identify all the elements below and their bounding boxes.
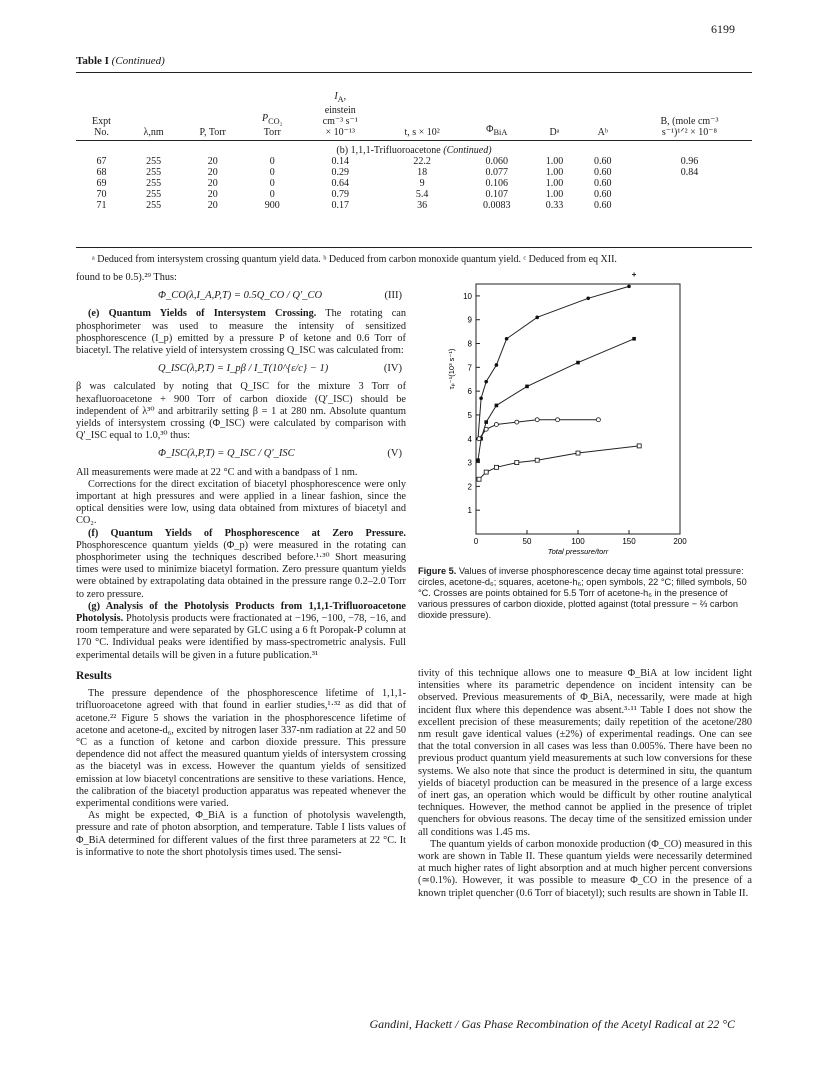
figure-caption: Figure 5. Values of inverse phosphorescence decay time against total pressure: circles, acetone-d₆; squares, acetone-h₆; open symbols, 22 °C; filled symbols, 50 °C. Crosses are points obtained for 5.5 Torr of acetone-h₆ in the presence of various pressures of carbon dioxide, plotted against (total pressure − ⅔ carbon dioxide pressure). [418, 566, 747, 620]
right-column [418, 668, 752, 900]
paragraph: tivity of this technique allows one to measure Φ_BiA at low incident light intensities where its parametric dependence on incident intensity can be observed. Previous measurements of Φ_BiA, necessarily, were made at high incident flux where this dependence was absent.³·¹¹ Table I does not show the excellent precision of these measurements; daily repetition of the acetone/280 nm result gave identical values (±2%) of experimental readings. One can see that the total conversion in all cases was less than 0.005%. There have been no previous product quantum yield measurements at such low conversions for these systems. We also note that since the product is determined in situ, the quantum yields of biacetyl production can be measured in the presence of a large excess of inert gas, an operation which would be difficult by other routine analytical techniques. However, the method cannot be applied in the presence of triplet quenchers for obvious reasons. The decay time of the sensitized emission under all conditions was 1.45 ms. [418, 668, 752, 838]
running-footer: Gandini, Hackett / Gas Phase Recombination of the Acetyl Radical at 22 °C [369, 1017, 735, 1031]
left-column [76, 272, 406, 859]
y-tick-label: 7 [467, 363, 472, 373]
y-tick-label: 3 [467, 458, 472, 468]
col-header-time: t, s × 10² [404, 127, 440, 138]
paragraph: β was calculated by noting that Q_ISC for the mixture 3 Torr of hexafluoroacetone + 900 Torr of carbon dioxide (Q′_ISC) should be independent of λ³⁰ and arbitrarily setting β = 1 at 280 nm. Absolute quantum yields of intersystem crossing (Φ_ISC) were calculated by comparison with Q′_ISC equal to 1.0,³⁰ thus: [76, 381, 406, 442]
data-point [515, 420, 519, 424]
x-tick-label: 50 [522, 537, 532, 546]
x-tick-label: 150 [622, 537, 636, 546]
data-point [477, 477, 481, 481]
y-tick-label: 10 [463, 291, 472, 301]
paragraph: (g) Analysis of the Photolysis Products from 1,1,1-Trifluoroacetone Photolysis. Photolysis products were fractionated at −196, −100, −78, −16, and room temperature and were separated by GLC using a 6 ft Poropak-P column at 170 °C. Individual peaks were identified by mass-spectrometric analysis. Full experimental details will be given in a future publication.³¹ [76, 600, 406, 661]
col-header-pressure: P, Torr [199, 127, 226, 138]
data-point [515, 461, 519, 465]
col-header-pco2: $P_{CO_2}$ Torr [262, 113, 283, 138]
paragraph: As might be expected, Φ_BiA is a function of photolysis wavelength, pressure and rate of photon absorption, and temperature. Table I lists values of Φ_BiA determined for different values of the first three parameters at 22 °C. It is informative to note the short photolysis times used. The sensi- [76, 810, 406, 858]
x-axis-label: Total pressure/torr [547, 547, 609, 556]
col-header-phi-bia: $\Phi_{BiA}$ [486, 124, 508, 137]
subsection-heading: (g) Analysis of the Photolysis Products from 1,1,1-Trifluoroacetone Photolysis. [76, 600, 406, 625]
figure-5 [418, 272, 752, 562]
y-tick-label: 1 [467, 506, 472, 516]
data-point [632, 337, 636, 341]
equation-number: (IV) [383, 363, 402, 375]
equation-number: (V) [387, 448, 402, 460]
paragraph: Corrections for the direct excitation of biacetyl phosphorescence were only important at high pressures and were applied in a linear fashion, since the optical densities were low, using data obtained from mixtures of biacetyl and CO₂. [76, 478, 406, 527]
table-title [76, 55, 165, 67]
col-header-wavelength: λ,nm [143, 127, 164, 138]
equation-body: Φ_ISC(λ,P,T) = Q_ISC / Q′_ISC [158, 448, 295, 460]
paragraph: (f) Quantum Yields of Phosphorescence at Zero Pressure. Phosphorescence quantum yields (Φ_p) were measured in the rotating can phosphorimeter using the techniques described before.¹·³⁰ Short measuring times were used to minimize biacetyl formation. Zero pressure quantum yields were obtained by extrapolating data obtained in the pressure range 0.2–2.0 Torr to zero pressure. [76, 527, 406, 600]
data-point [596, 418, 600, 422]
paragraph: The pressure dependence of the phosphorescence lifetime of 1,1,1-trifluoroacetone agreed with that found in earlier studies,¹·³² as did that of acetone.²² Figure 5 shows the variation in the phosphorescence lifetime of acetone and acetone-d₆, excited by nitrogen laser 337-nm radiation at 22 and 50 °C as a function of ketone and carbon dioxide pressure. This pressure dependence did not affect the measured quantum yields of intersystem crossing as the biacetyl was in excess. However the quantum yields of sensitized emission at low biacetyl concentrations are sensitive to these variations. Hence, the calibration of the biacetyl production apparatus was repeated whenever the experimental conditions were varied. [76, 688, 406, 809]
y-tick-label: 4 [467, 434, 472, 444]
data-point [477, 437, 481, 441]
table-row: 68 255 20 0 0.29 18 0.077 1.00 0.60 0.84 [96, 167, 699, 178]
y-tick-label: 9 [467, 315, 472, 325]
data-point [484, 427, 488, 431]
series-line [478, 286, 629, 438]
equation-iii [76, 290, 406, 302]
y-axis-label: τₚ⁻¹(10³ s⁻¹) [447, 348, 456, 390]
x-tick-label: 0 [473, 537, 479, 546]
results-heading: Results [76, 669, 112, 682]
table-bottom-rule [76, 247, 752, 248]
subsection-heading: (f) Quantum Yields of Phosphorescence at Zero Pressure. [88, 527, 406, 539]
data-point [525, 385, 529, 389]
paragraph: The quantum yields of carbon monoxide production (Φ_CO) measured in this work are shown in Table II. These quantum yields were necessarily determined at much higher rates of light absorption and at much higher percent conversions (≃0.1%). However, it was possible to measure Φ_CO in the presence of a known triplet quencher (0.6 Torr of biacetyl); such results are shown in Table II. [418, 838, 752, 899]
data-point [484, 420, 488, 424]
y-tick-label: 6 [467, 387, 472, 397]
paragraph: found to be 0.5).²⁹ Thus: [76, 272, 177, 283]
x-tick-label: 100 [571, 537, 585, 546]
y-tick-label: 2 [467, 482, 472, 492]
figure-caption-label: Figure 5. [418, 566, 457, 576]
equation-body: Q_ISC(λ,P,T) = I_pβ / I_T(10^{ε/c} − 1) [158, 363, 329, 375]
table-top-rule [76, 72, 752, 73]
data-point [556, 418, 560, 422]
equation-v [76, 448, 406, 460]
equation-number: (III) [384, 290, 402, 302]
data-point [576, 451, 580, 455]
table-title-label: Table I [76, 55, 109, 67]
x-tick-label: 200 [673, 537, 687, 546]
col-header-d: Dᵃ [549, 127, 560, 138]
data-point [632, 272, 636, 276]
table-footnote: ᵃ Deduced from intersystem crossing quantum yield data. ᵇ Deduced from carbon monoxide quantum yield. ᶜ Deduced from eq XII. [92, 254, 617, 265]
equation-iv [76, 363, 406, 375]
table-row: 67 255 20 0 0.14 22.2 0.060 1.00 0.60 0.96 [96, 156, 699, 167]
col-header-b: B, (mole cm⁻³ s⁻¹)¹ᐟ² × 10⁻⁸ [660, 116, 719, 138]
data-point [535, 316, 539, 320]
data-point [637, 444, 641, 448]
y-tick-label: 8 [467, 339, 472, 349]
data-point [494, 465, 498, 469]
data-table [76, 78, 752, 211]
data-point [479, 396, 483, 400]
equation-body: Φ_CO(λ,I_A,P,T) = 0.5Q_CO / Q′_CO [158, 290, 323, 302]
subsection-heading: (e) Quantum Yields of Intersystem Crossing. [88, 308, 317, 320]
data-point [586, 296, 590, 300]
y-tick-label: 5 [467, 410, 472, 420]
series-line [479, 446, 639, 479]
col-header-ia: $I_A$, einstein cm⁻³ s⁻¹ × 10⁻¹³ [322, 91, 358, 138]
table-title-continued: (Continued) [111, 55, 165, 67]
col-header-expt: Expt No. [92, 116, 111, 138]
data-point [505, 337, 509, 341]
paragraph: All measurements were made at 22 °C and with a bandpass of 1 nm. [76, 466, 358, 478]
data-point [495, 404, 499, 408]
page-number: 6199 [711, 22, 735, 36]
table-row: 71 255 20 900 0.17 36 0.0083 0.33 0.60 [96, 200, 612, 211]
paragraph: (e) Quantum Yields of Intersystem Crossing. The rotating can phosphorimeter was used to measure the intensity of sensitized phosphorescence (I_p) emitted by a pressure P of ketone and 0.6 Torr of biacetyl. The relative yield of intersystem crossing Q_ISC was calculated from: [76, 308, 406, 357]
data-point [494, 422, 498, 426]
data-point [576, 361, 580, 365]
figure-5-chart [418, 272, 752, 562]
data-point [627, 285, 631, 289]
table-section-label: (b) 1,1,1-Trifluoroacetone (Continued) [336, 144, 492, 156]
plot-frame [476, 284, 680, 534]
data-point [495, 363, 499, 367]
series-line [478, 339, 634, 460]
data-point [535, 418, 539, 422]
data-point [476, 458, 480, 462]
table-row: 70 255 20 0 0.79 5.4 0.107 1.00 0.60 [96, 189, 612, 200]
data-point [535, 458, 539, 462]
table-row: 69 255 20 0 0.64 9 0.106 1.00 0.60 [96, 178, 612, 189]
data-point [484, 470, 488, 474]
data-point [484, 380, 488, 384]
col-header-a: Aᵇ [597, 127, 608, 138]
